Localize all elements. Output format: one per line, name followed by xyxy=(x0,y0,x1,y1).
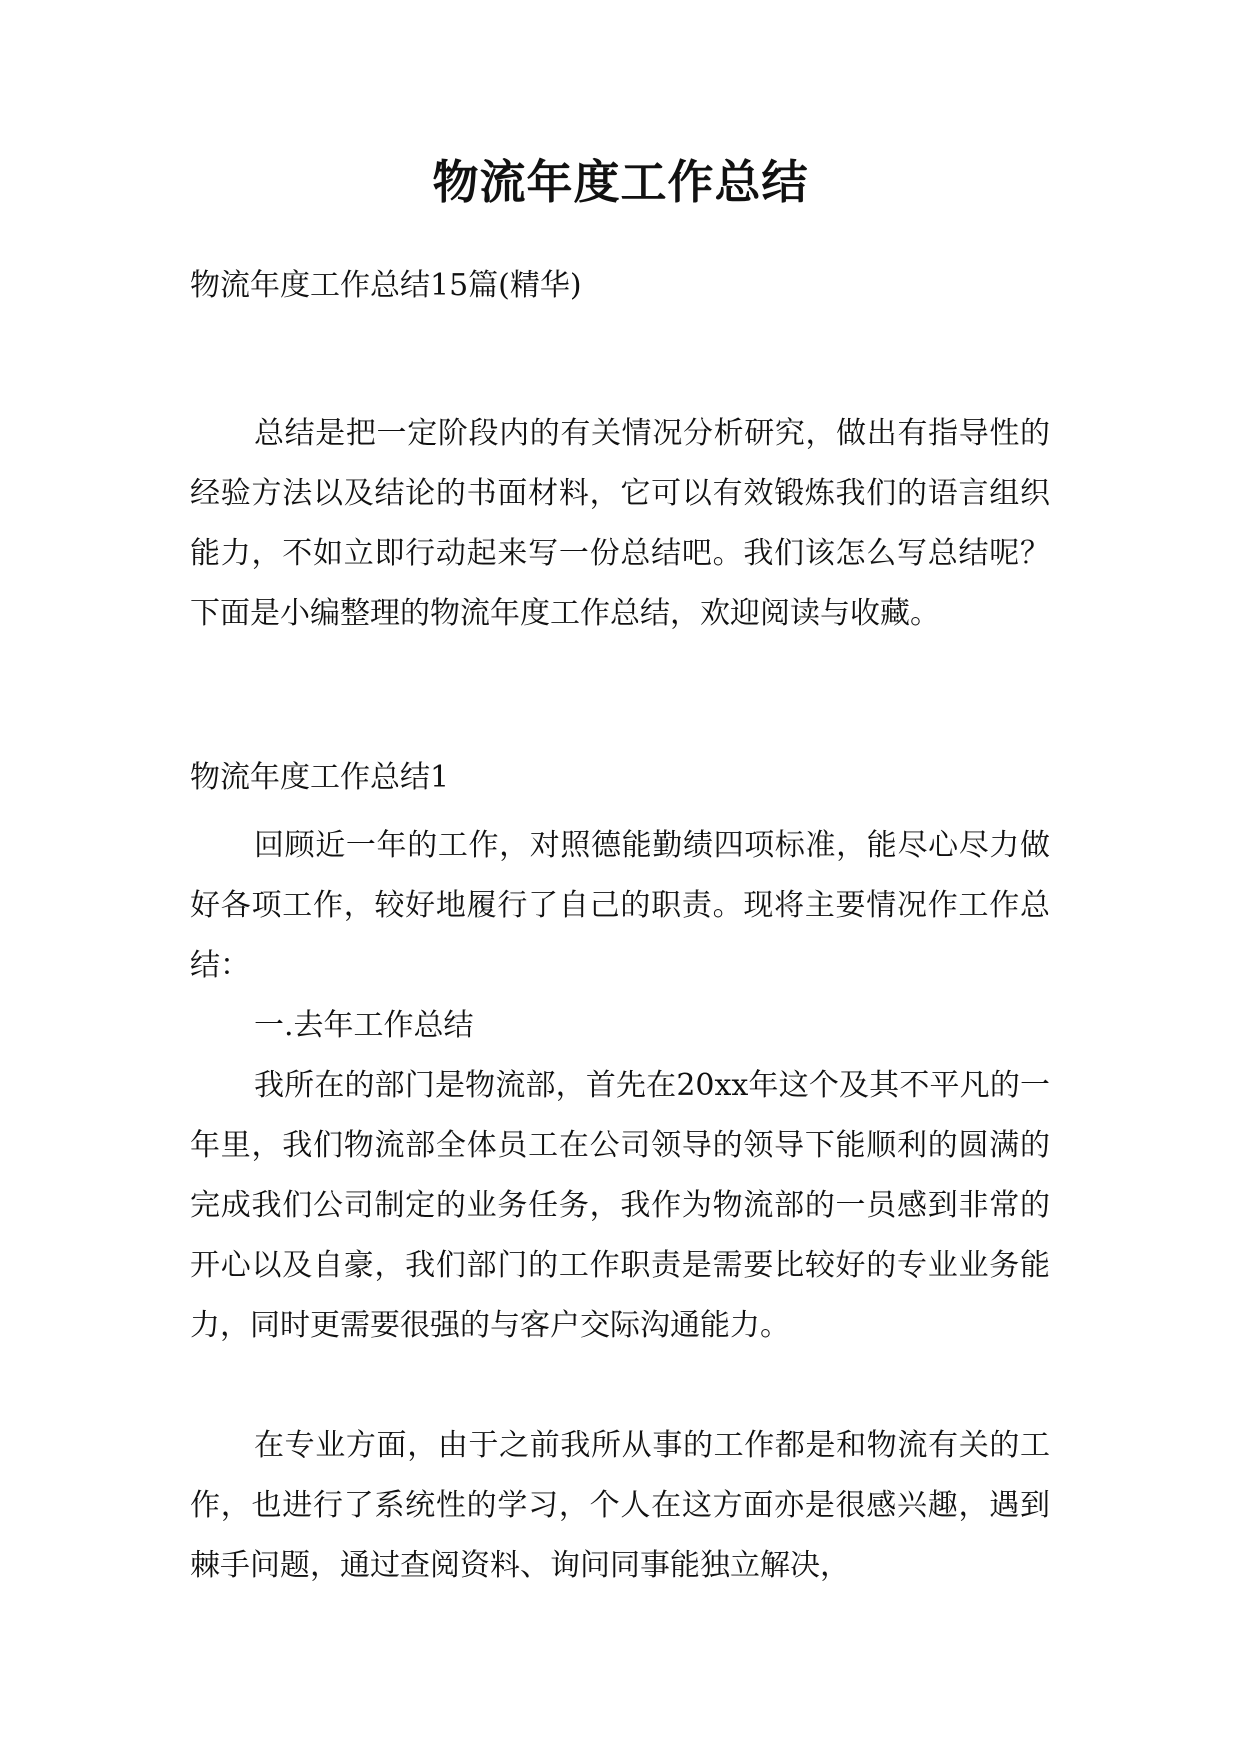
intro-paragraph: 总结是把一定阶段内的有关情况分析研究，做出有指导性的经验方法以及结论的书面材料，它可以有效锻炼我们的语言组织能力，不如立即行动起来写一份总结吧。我们该怎么写总结呢？下面是小编整理的物流年度工作总结，欢迎阅读与收藏。 xyxy=(190,416,1050,631)
document-subtitle: 物流年度工作总结15篇(精华) xyxy=(190,268,582,303)
document-title: 物流年度工作总结 xyxy=(432,155,809,209)
section-paragraph: 回顾近一年的工作，对照德能勤绩四项标准，能尽心尽力做好各项工作，较好地履行了自己的职责。现将主要情况作工作总结： xyxy=(190,828,1050,983)
subsection-heading: 一.去年工作总结 xyxy=(254,1008,474,1043)
section-heading: 物流年度工作总结1 xyxy=(190,760,450,795)
section-paragraph: 在专业方面，由于之前我所从事的工作都是和物流有关的工作，也进行了系统性的学习，个人在这方面亦是很感兴趣，遇到棘手问题，通过查阅资料、询问同事能独立解决， xyxy=(190,1428,1050,1583)
section-paragraph: 我所在的部门是物流部，首先在20xx年这个及其不平凡的一年里，我们物流部全体员工在公司领导的领导下能顺利的圆满的完成我们公司制定的业务任务，我作为物流部的一员感到非常的开心以及自豪，我们部门的工作职责是需要比较好的专业业务能力，同时更需要很强的与客户交际沟通能力。 xyxy=(190,1068,1050,1343)
